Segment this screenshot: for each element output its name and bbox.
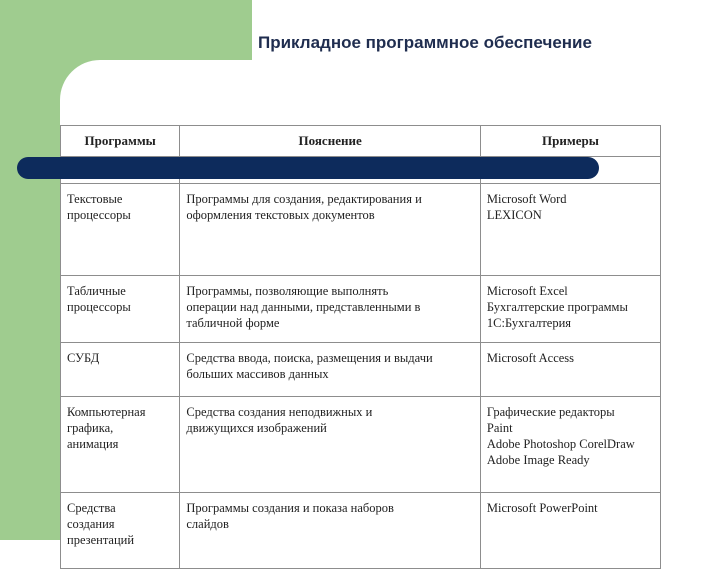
cell-text-line: 1С:Бухгалтерия: [486, 316, 572, 330]
cell-text-line: Программы создания и показа наборов: [186, 501, 394, 515]
cell-text-line: создания: [67, 517, 115, 531]
cell-text-line: больших массивов данных: [186, 367, 329, 381]
cell-text-line: Средства создания неподвижных и: [186, 405, 373, 419]
cell-text-line: Программы для создания, редактирования и: [186, 192, 422, 206]
header-explanation: Пояснение: [180, 126, 481, 157]
cell-text-line: движущихся изображений: [186, 421, 327, 435]
table-row: [61, 397, 661, 493]
cell-program: [61, 493, 180, 569]
cell-text-line: Microsoft Word: [486, 192, 567, 206]
cell-text-line: Табличные: [67, 284, 126, 298]
table-row: [61, 184, 661, 276]
table-row: [61, 276, 661, 343]
table-row: [61, 343, 661, 397]
cell-description: [180, 276, 481, 343]
cell-description: [180, 184, 481, 276]
cell-description: [180, 397, 481, 493]
cell-text-line: анимация: [67, 437, 119, 451]
header-examples: Примеры: [480, 126, 660, 157]
cell-program: [61, 343, 180, 397]
cell-examples: [480, 343, 660, 397]
cell-text-line: Средства ввода, поиска, размещения и выдачи: [186, 351, 433, 365]
cell-text-line: Adobe Image Ready: [486, 453, 590, 467]
cell-text-line: оформления текстовых документов: [186, 208, 375, 222]
cell-text-line: слайдов: [186, 517, 229, 531]
cell-program: [61, 184, 180, 276]
cell-text-line: Paint: [486, 421, 513, 435]
cell-text-line: Microsoft Access: [486, 351, 575, 365]
cell-text-line: Microsoft PowerPoint: [486, 501, 598, 515]
cell-program: [61, 276, 180, 343]
cell-text-line: процессоры: [67, 300, 131, 314]
cell-text-line: табличной форме: [186, 316, 280, 330]
decorative-navy-bar: [17, 157, 599, 179]
cell-examples: [480, 276, 660, 343]
cell-text-line: Текстовые: [67, 192, 123, 206]
cell-program: [61, 397, 180, 493]
cell-text-line: Программы, позволяющие выполнять: [186, 284, 389, 298]
cell-text-line: презентаций: [67, 533, 135, 547]
cell-examples: [480, 184, 660, 276]
software-table: [60, 125, 661, 569]
table-header-row: [61, 126, 661, 157]
cell-description: [180, 343, 481, 397]
cell-text-line: Бухгалтерские программы: [486, 300, 628, 314]
slide-title: Прикладное программное обеспечение: [258, 33, 592, 52]
cell-examples: [480, 397, 660, 493]
cell-text-line: Компьютерная: [67, 405, 146, 419]
cell-text-line: операции над данными, представленными в: [186, 300, 421, 314]
cell-text-line: LEXICON: [486, 208, 542, 222]
cell-examples: [480, 493, 660, 569]
cell-text-line: СУБД: [67, 351, 100, 365]
cell-text-line: графика,: [67, 421, 114, 435]
header-programs: Программы: [61, 126, 180, 157]
cell-description: [180, 493, 481, 569]
cell-text-line: Microsoft Excel: [486, 284, 568, 298]
cell-text-line: процессоры: [67, 208, 131, 222]
cell-text-line: Adobe Photoshop CorelDraw: [486, 437, 635, 451]
table-row: [61, 493, 661, 569]
cell-text-line: Графические редакторы: [486, 405, 615, 419]
cell-text-line: Средства: [67, 501, 116, 515]
